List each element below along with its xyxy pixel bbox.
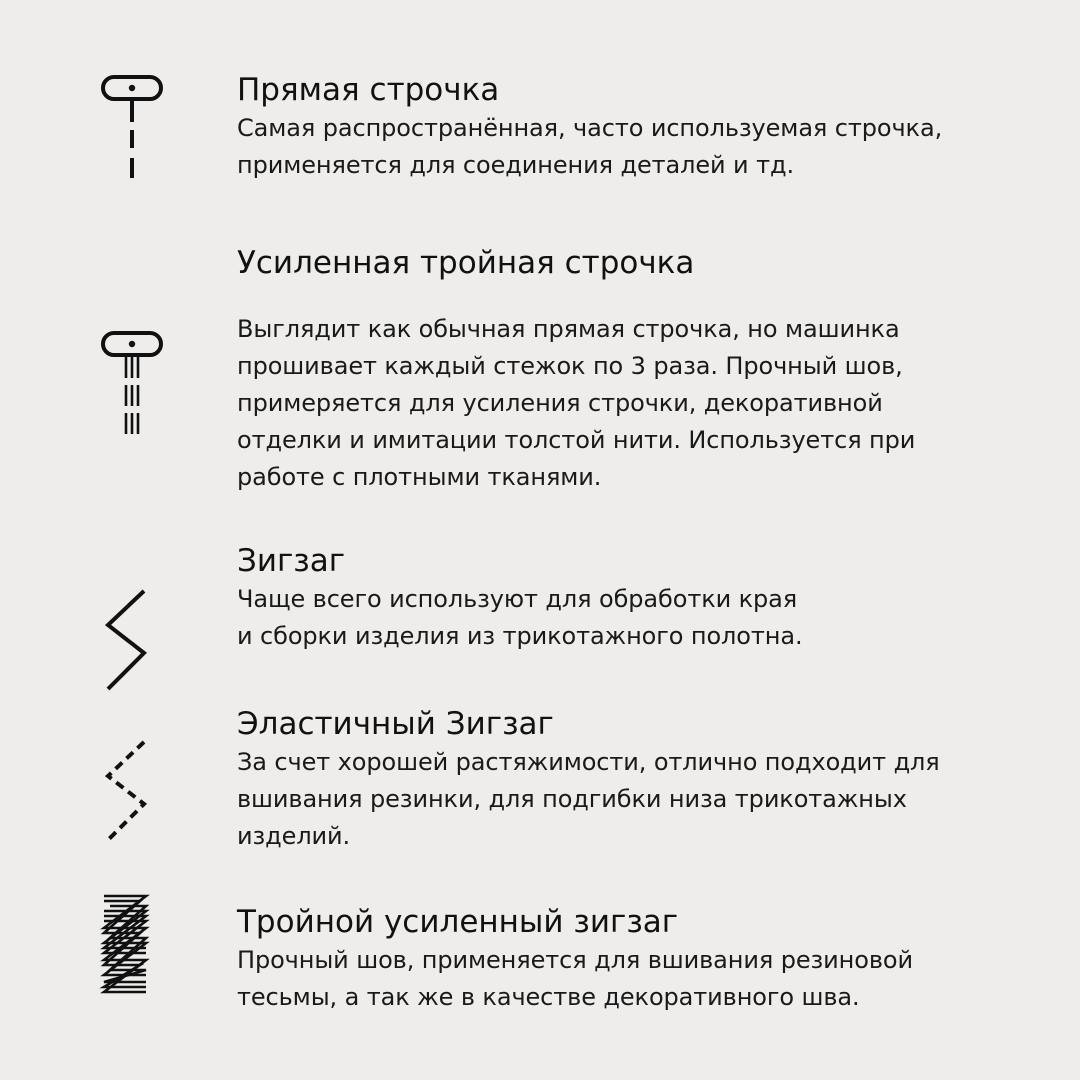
zigzag-stitch-icon — [100, 585, 160, 695]
description-line: и сборки изделия из трикотажного полотна. — [237, 622, 803, 650]
stitch-description — [237, 110, 1073, 184]
description-line: Выглядит как обычная прямая строчка, но машинка — [237, 315, 900, 343]
stitch-description — [237, 942, 1073, 1016]
description-line: Самая распространённая, часто используемая строчка, — [237, 114, 943, 142]
triple-straight-stitch-icon — [100, 330, 166, 440]
stitch-description — [237, 311, 1073, 496]
stitch-title: Эластичный Зигзаг — [237, 706, 554, 742]
stitch-entry-triple-zigzag — [237, 902, 1073, 1016]
stitch-title: Усиленная тройная строчка — [237, 245, 695, 281]
description-line: изделий. — [237, 822, 351, 850]
description-line: За счет хорошей растяжимости, отлично подходит для — [237, 748, 940, 776]
description-line: примеряется для усиления строчки, декоративной — [237, 389, 883, 417]
description-line: работе с плотными тканями. — [237, 463, 602, 491]
description-line: отделки и имитации толстой нити. Используется при — [237, 426, 916, 454]
description-line: Чаще всего используют для обработки края — [237, 585, 798, 613]
description-line: прошивает каждый стежок по 3 раза. Прочный шов, — [237, 352, 903, 380]
stitch-entry-straight — [237, 70, 1073, 184]
stitch-description — [237, 581, 1073, 655]
stitch-title: Тройной усиленный зигзаг — [237, 904, 679, 940]
triple-zigzag-stitch-icon — [100, 890, 152, 998]
description-line: Прочный шов, применяется для вшивания резиновой — [237, 946, 913, 974]
description-line: тесьмы, а так же в качестве декоративного шва. — [237, 983, 860, 1011]
stitch-entry-elastic-zigzag — [237, 704, 1073, 855]
stitch-title: Зигзаг — [237, 543, 346, 579]
straight-stitch-icon — [100, 74, 166, 184]
elastic-zigzag-stitch-icon — [100, 736, 160, 846]
stitch-entry-triple-straight — [237, 243, 1073, 496]
stitch-title: Прямая строчка — [237, 72, 500, 108]
stitch-entry-zigzag — [237, 541, 1073, 655]
description-line: применяется для соединения деталей и тд. — [237, 151, 794, 179]
description-line: вшивания резинки, для подгибки низа трикотажных — [237, 785, 907, 813]
stitch-description — [237, 744, 1073, 855]
